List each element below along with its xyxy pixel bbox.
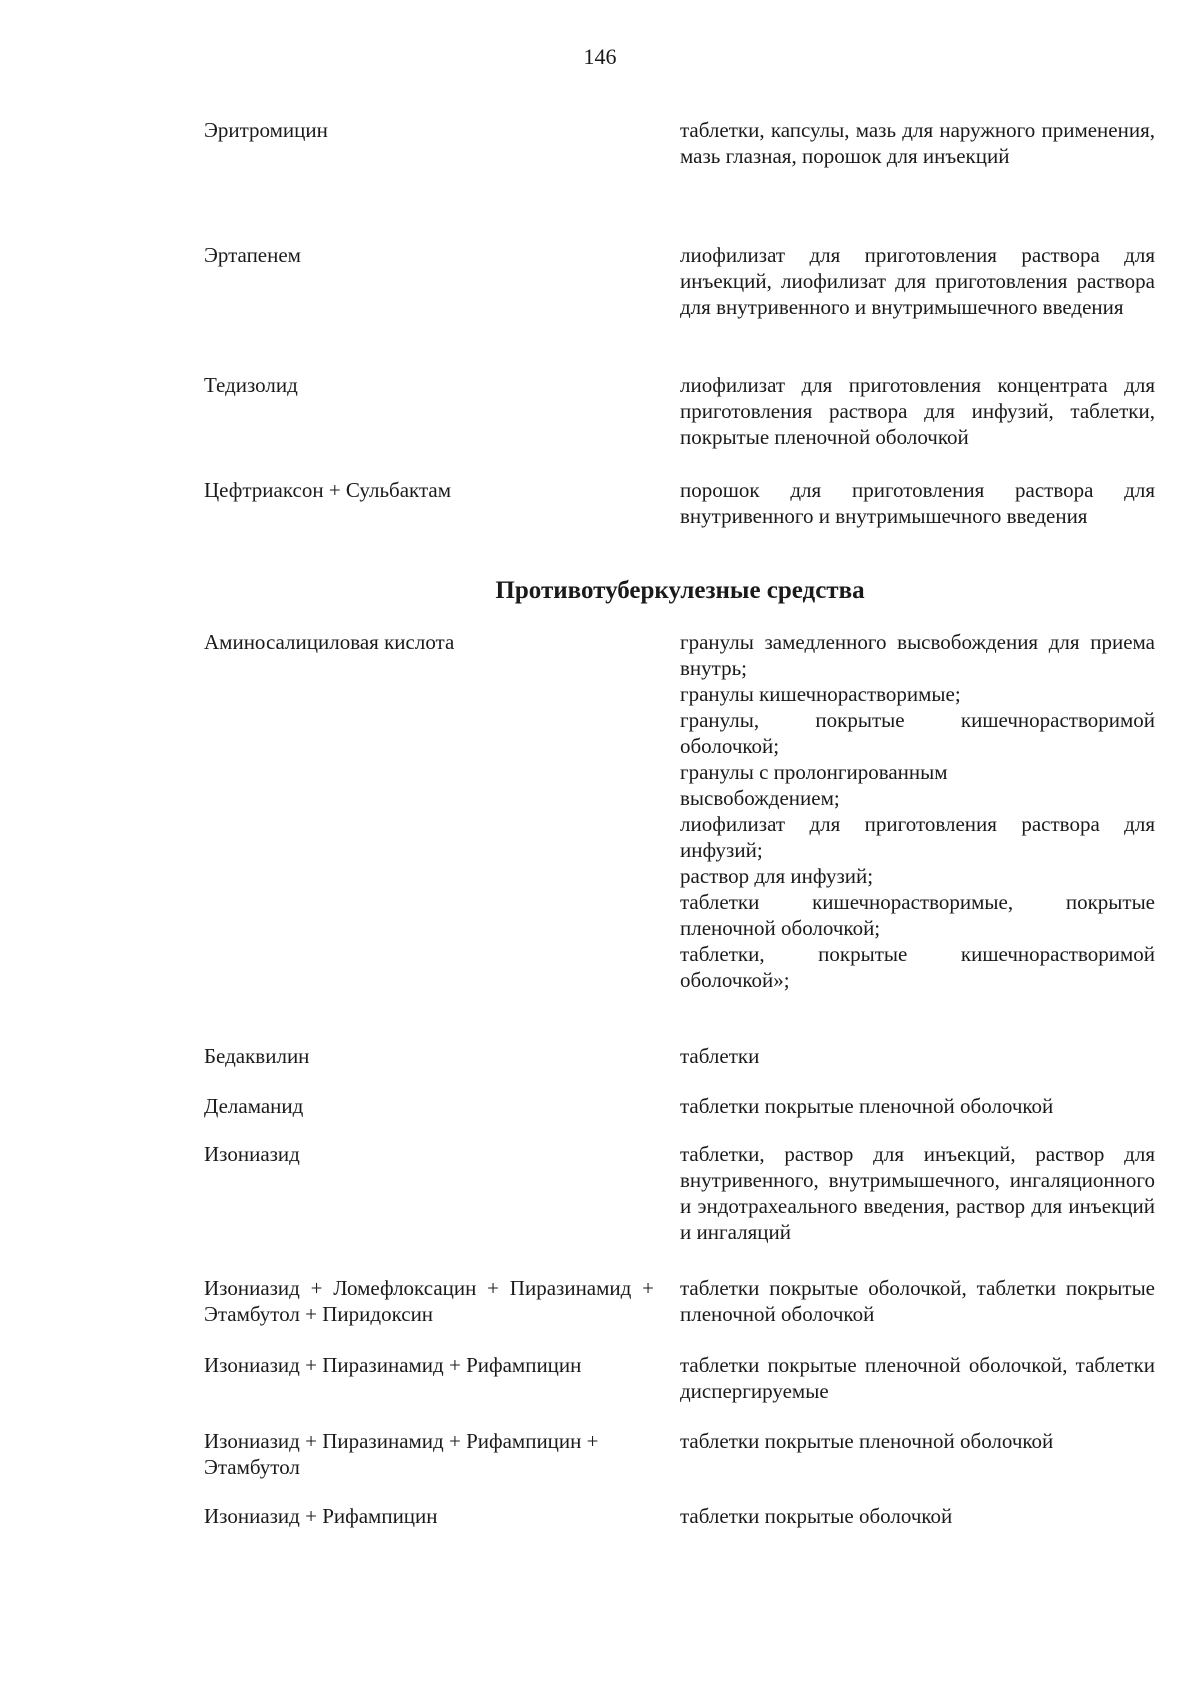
page-number: 146: [583, 44, 617, 69]
drug-form: таблетки покрытые оболочкой, таблетки покрытые пленочной оболочкой: [680, 1276, 1155, 1326]
drug-form: таблетки, капсулы, мазь для наружного применения, мазь глазная, порошок для инъекций: [680, 118, 1155, 168]
form-line: раствор для инфузий;: [680, 864, 874, 888]
drug-name: Изониазид + Рифампицин: [204, 1504, 438, 1528]
drug-name: Изониазид + Ломефлоксацин + Пиразинамид + Этамбутол + Пиридоксин: [204, 1276, 654, 1326]
section-heading: Противотуберкулезные средства: [495, 577, 865, 604]
drug-form: таблетки: [680, 1044, 760, 1068]
drug-name: Аминосалициловая кислота: [204, 630, 455, 654]
drug-name: Изониазид + Пиразинамид + Рифампицин: [204, 1353, 582, 1377]
drug-form-list: [680, 629, 1155, 993]
drug-name: Бедаквилин: [204, 1044, 310, 1068]
drug-name: Изониазид: [204, 1142, 300, 1166]
drug-name: Эртапенем: [204, 243, 301, 267]
drug-form: таблетки покрытые пленочной оболочкой: [680, 1429, 1054, 1453]
form-line: гранулы, покрытые кишечнорастворимой оболочкой;: [680, 708, 1155, 758]
drug-form: таблетки покрытые оболочкой: [680, 1504, 953, 1528]
form-line: лиофилизат для приготовления раствора для инфузий;: [680, 812, 1155, 862]
drug-form: лиофилизат для приготовления концентрата для приготовления раствора для инфузий, таблетки, покрытые пленочной оболочкой: [680, 373, 1155, 449]
drug-name: Эритромицин: [204, 118, 328, 142]
drug-name: Деламанид: [204, 1094, 304, 1118]
form-line: таблетки, покрытые кишечнорастворимой оболочкой»;: [680, 942, 1155, 992]
drug-name: Тедизолид: [204, 373, 298, 397]
drug-name: Изониазид + Пиразинамид + Рифампицин + Этамбутол: [204, 1429, 599, 1479]
form-line: гранулы с пролонгированным высвобождением;: [680, 760, 948, 810]
drug-form: таблетки покрытые пленочной оболочкой: [680, 1094, 1054, 1118]
drug-form: лиофилизат для приготовления раствора для инъекций, лиофилизат для приготовления раствора для внутривенного и внутримышечного введения: [680, 243, 1155, 319]
drug-form: порошок для приготовления раствора для внутривенного и внутримышечного введения: [680, 478, 1155, 528]
form-line: таблетки кишечнорастворимые, покрытые пленочной оболочкой;: [680, 890, 1155, 940]
form-line: гранулы кишечнорастворимые;: [680, 682, 961, 706]
drug-form: таблетки покрытые пленочной оболочкой, таблетки диспергируемые: [680, 1353, 1155, 1403]
drug-form: таблетки, раствор для инъекций, раствор для внутривенного, внутримышечного, ингаляционного и эндотрахеального введения, раствор для инъекций и ингаляций: [680, 1142, 1155, 1244]
form-line: гранулы замедленного высвобождения для приема внутрь;: [680, 630, 1155, 680]
drug-name: Цефтриаксон + Сульбактам: [204, 478, 452, 502]
